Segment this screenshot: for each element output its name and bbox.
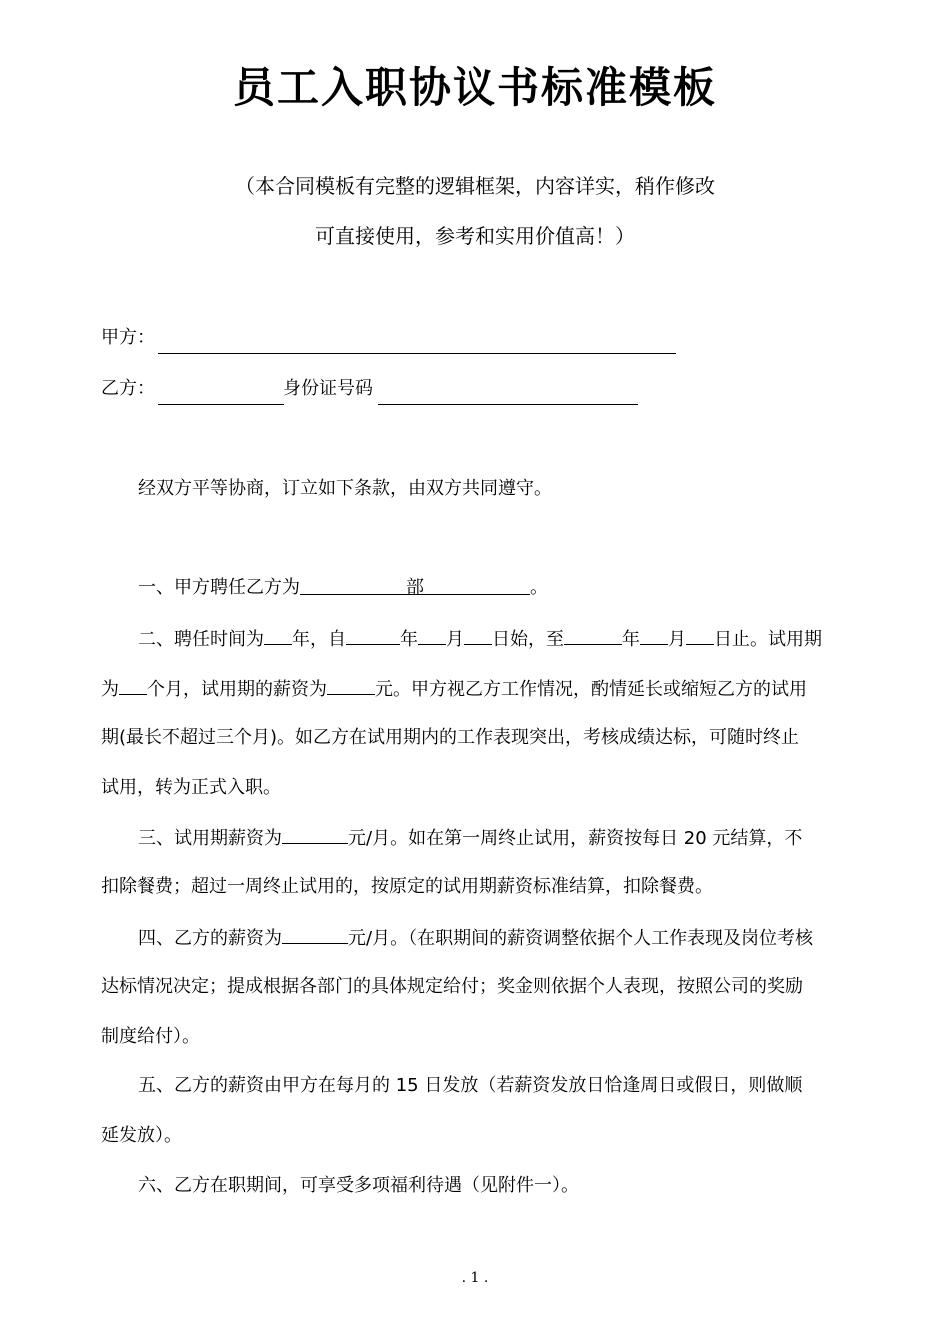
subtitle-line-1: （本合同模板有完整的逻辑框架，内容详实，稍作修改 [235,174,715,198]
department-suffix: 部 [406,577,424,598]
clause-2-text: 元。甲方视乙方工作情况，酌情延长或缩短乙方的试用 [375,679,807,700]
clause-4-line-2: 达标情况决定；提成根据各部门的具体规定给付；奖金则依据个人表现，按照公司的奖励 [101,976,803,997]
department-blank [300,574,530,598]
clause-2-line-4: 试用，转为正式入职。 [101,777,281,798]
clause-2-text: 年，自 [292,629,346,650]
party-b-label: 乙方： [101,378,155,399]
clause-5-line-2: 延发放）。 [101,1125,182,1146]
end-year-blank [564,624,622,645]
intro-paragraph: 经双方平等协商，订立如下条款，由双方共同遵守。 [138,478,552,499]
start-year-blank [346,624,400,645]
clause-3-line-1 [138,823,802,853]
clause-2-text: 月 [446,629,464,650]
start-month-blank [418,624,446,645]
id-number-blank [378,404,638,405]
clause-5-line-1: 五、乙方的薪资由甲方在每月的 15 日发放（若薪资发放日恰逢周日或假日，则做顺 [138,1075,803,1096]
subtitle-line-2: 可直接使用，参考和实用价值高！） [315,224,635,248]
clause-2-text: 为 [101,679,119,700]
clause-2-line-3: 期(最长不超过三个月)。如乙方在试用期内的工作表现突出，考核成绩达标，可随时终止 [101,727,800,748]
end-month-blank [640,624,668,645]
clause-2-line-2 [101,674,807,704]
salary-blank [282,923,348,944]
clause-4-line-3: 制度给付）。 [101,1026,200,1047]
term-years-blank [264,624,292,645]
clause-3-line-2: 扣除餐费；超过一周终止试用的，按原定的试用期薪资标准结算，扣除餐费。 [101,876,713,897]
clause-4-line-1 [138,923,813,953]
clause-3-text: 三、试用期薪资为 [138,828,282,849]
party-a-label: 甲方： [101,327,155,348]
clause-3-text: 元/月。如在第一周终止试用，薪资按每日 20 元结算，不 [348,828,803,849]
end-day-blank [686,624,714,645]
id-number-label: 身份证号码 [283,378,373,399]
clause-2-text: 二、聘任时间为 [138,629,264,650]
page-number: . 1 . [461,1270,489,1286]
clause-2-text: 年 [622,629,640,650]
probation-months-blank [119,674,147,695]
clause-6: 六、乙方在职期间，可享受多项福利待遇（见附件一）。 [138,1175,579,1196]
clause-2-text: 个月，试用期的薪资为 [147,679,327,700]
clause-4-text: 四、乙方的薪资为 [138,928,282,949]
page-title: 员工入职协议书标准模板 [232,63,717,112]
clause-4-text: 元/月。（在职期间的薪资调整依据个人工作表现及岗位考核 [348,928,814,949]
clause-1-end: 。 [530,577,548,598]
start-day-blank [464,624,492,645]
clause-2-line-1 [138,624,822,654]
clause-2-text: 月 [668,629,686,650]
party-b-blank [158,404,284,405]
probation-pay-blank [327,674,375,695]
party-a-blank [158,353,676,354]
clause-2-text: 年 [400,629,418,650]
probation-monthly-pay-blank [282,823,348,844]
clause-2-text: 日始，至 [492,629,564,650]
clause-1-text: 一、甲方聘任乙方为 [138,577,300,598]
clause-2-text: 日止。试用期 [714,629,822,650]
clause-1 [138,574,548,602]
